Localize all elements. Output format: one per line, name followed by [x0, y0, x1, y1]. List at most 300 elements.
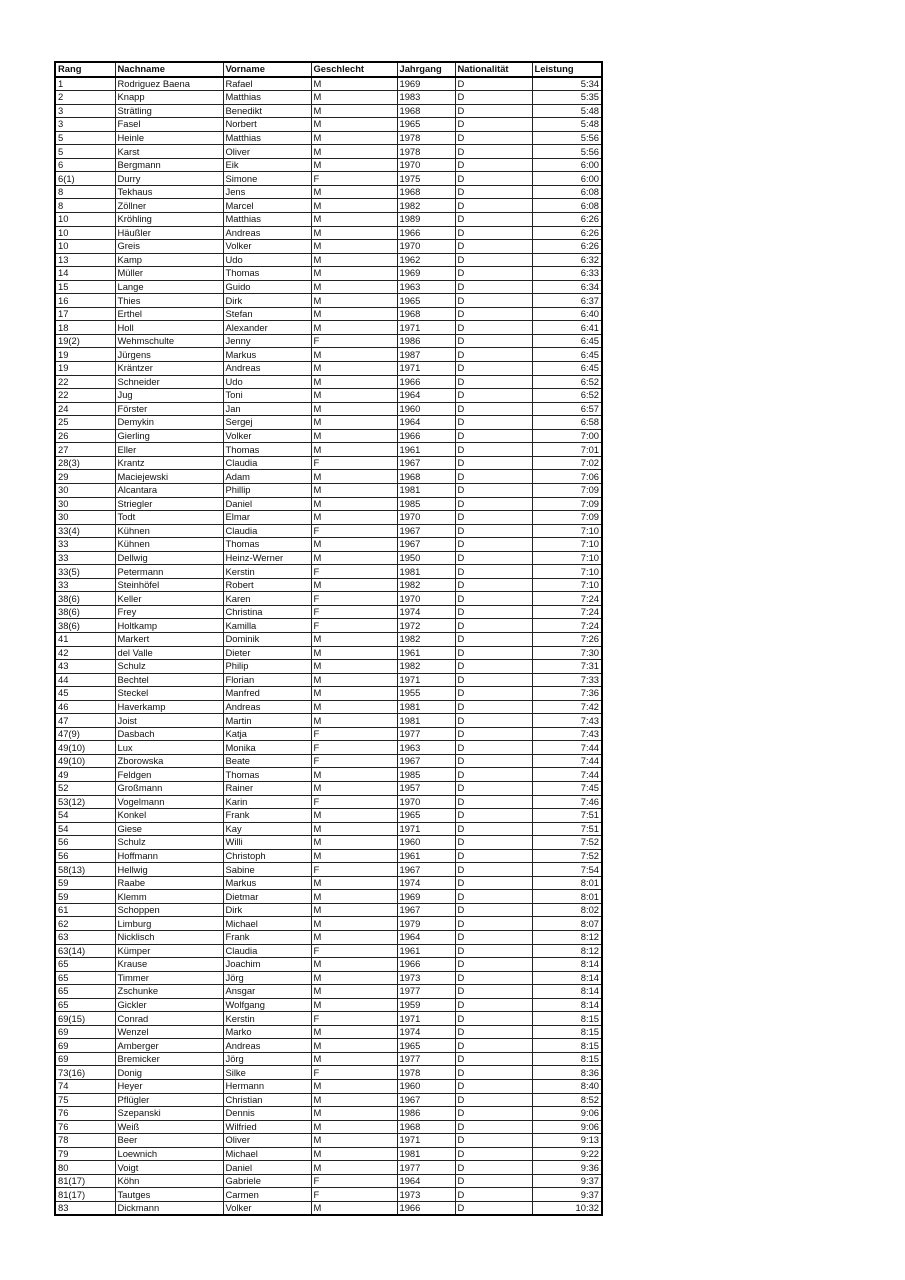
cell-nationalitaet: D — [455, 497, 532, 511]
cell-vorname: Guido — [223, 280, 311, 294]
table-row — [55, 551, 602, 565]
cell-nachname: Köhn — [115, 1174, 223, 1188]
cell-jahrgang: 1968 — [397, 307, 455, 321]
table-header — [55, 62, 602, 77]
cell-nachname: Dasbach — [115, 727, 223, 741]
cell-nationalitaet: D — [455, 727, 532, 741]
cell-vorname: Jörg — [223, 1052, 311, 1066]
cell-nationalitaet: D — [455, 809, 532, 823]
cell-leistung: 8:14 — [532, 998, 602, 1012]
cell-leistung: 7:10 — [532, 578, 602, 592]
cell-geschlecht: F — [311, 1066, 397, 1080]
cell-nationalitaet: D — [455, 876, 532, 890]
cell-jahrgang: 1981 — [397, 565, 455, 579]
cell-vorname: Sergej — [223, 416, 311, 430]
cell-leistung: 7:10 — [532, 565, 602, 579]
cell-geschlecht: M — [311, 822, 397, 836]
cell-nachname: Donig — [115, 1066, 223, 1080]
cell-geschlecht: M — [311, 402, 397, 416]
cell-vorname: Daniel — [223, 1161, 311, 1175]
cell-jahrgang: 1969 — [397, 267, 455, 281]
cell-rang: 69 — [55, 1025, 115, 1039]
cell-nachname: Holl — [115, 321, 223, 335]
cell-rang: 38(6) — [55, 592, 115, 606]
cell-geschlecht: M — [311, 917, 397, 931]
cell-vorname: Robert — [223, 578, 311, 592]
header-geschlecht: Geschlecht — [311, 62, 397, 77]
cell-geschlecht: F — [311, 863, 397, 877]
table-row — [55, 971, 602, 985]
cell-leistung: 8:52 — [532, 1093, 602, 1107]
cell-leistung: 8:14 — [532, 985, 602, 999]
table-row — [55, 768, 602, 782]
cell-jahrgang: 1983 — [397, 91, 455, 105]
cell-jahrgang: 1965 — [397, 809, 455, 823]
cell-jahrgang: 1987 — [397, 348, 455, 362]
cell-leistung: 6:33 — [532, 267, 602, 281]
cell-nachname: Krause — [115, 958, 223, 972]
cell-nationalitaet: D — [455, 714, 532, 728]
cell-jahrgang: 1960 — [397, 836, 455, 850]
cell-vorname: Ansgar — [223, 985, 311, 999]
cell-jahrgang: 1989 — [397, 213, 455, 227]
cell-jahrgang: 1986 — [397, 1107, 455, 1121]
cell-nationalitaet: D — [455, 307, 532, 321]
cell-rang: 6(1) — [55, 172, 115, 186]
header-nationalitaet: Nationalität — [455, 62, 532, 77]
cell-geschlecht: M — [311, 226, 397, 240]
cell-nachname: Jug — [115, 389, 223, 403]
cell-leistung: 8:01 — [532, 876, 602, 890]
cell-jahrgang: 1960 — [397, 402, 455, 416]
cell-leistung: 7:00 — [532, 429, 602, 443]
cell-nationalitaet: D — [455, 795, 532, 809]
cell-nachname: Szepanski — [115, 1107, 223, 1121]
cell-rang: 59 — [55, 876, 115, 890]
cell-nationalitaet: D — [455, 646, 532, 660]
cell-leistung: 6:08 — [532, 199, 602, 213]
cell-jahrgang: 1960 — [397, 1080, 455, 1094]
cell-nachname: Demykin — [115, 416, 223, 430]
cell-jahrgang: 1971 — [397, 321, 455, 335]
cell-leistung: 7:51 — [532, 822, 602, 836]
cell-nachname: Krantz — [115, 456, 223, 470]
table-body — [55, 77, 602, 1216]
cell-jahrgang: 1971 — [397, 1012, 455, 1026]
table-row — [55, 660, 602, 674]
table-row — [55, 483, 602, 497]
cell-vorname: Claudia — [223, 944, 311, 958]
cell-nachname: Voigt — [115, 1161, 223, 1175]
cell-nationalitaet: D — [455, 592, 532, 606]
table-row — [55, 700, 602, 714]
cell-leistung: 7:43 — [532, 714, 602, 728]
cell-vorname: Michael — [223, 1147, 311, 1161]
cell-rang: 45 — [55, 687, 115, 701]
cell-leistung: 6:34 — [532, 280, 602, 294]
table-row — [55, 1080, 602, 1094]
cell-geschlecht: F — [311, 592, 397, 606]
table-row — [55, 226, 602, 240]
table-row — [55, 456, 602, 470]
table-row — [55, 673, 602, 687]
cell-leistung: 7:06 — [532, 470, 602, 484]
table-row — [55, 605, 602, 619]
cell-rang: 83 — [55, 1201, 115, 1215]
cell-leistung: 6:26 — [532, 240, 602, 254]
cell-nachname: Haverkamp — [115, 700, 223, 714]
cell-jahrgang: 1973 — [397, 971, 455, 985]
cell-nationalitaet: D — [455, 836, 532, 850]
cell-nachname: Lux — [115, 741, 223, 755]
cell-nachname: Raabe — [115, 876, 223, 890]
cell-geschlecht: M — [311, 511, 397, 525]
cell-jahrgang: 1963 — [397, 280, 455, 294]
cell-jahrgang: 1957 — [397, 781, 455, 795]
cell-nationalitaet: D — [455, 443, 532, 457]
cell-rang: 69 — [55, 1052, 115, 1066]
cell-geschlecht: M — [311, 1134, 397, 1148]
cell-jahrgang: 1977 — [397, 985, 455, 999]
cell-geschlecht: F — [311, 456, 397, 470]
cell-nachname: Kräntzer — [115, 362, 223, 376]
cell-nationalitaet: D — [455, 849, 532, 863]
cell-nationalitaet: D — [455, 416, 532, 430]
cell-vorname: Matthias — [223, 131, 311, 145]
cell-geschlecht: F — [311, 727, 397, 741]
table-row — [55, 389, 602, 403]
cell-vorname: Jörg — [223, 971, 311, 985]
cell-jahrgang: 1985 — [397, 768, 455, 782]
table-row — [55, 795, 602, 809]
cell-nationalitaet: D — [455, 822, 532, 836]
cell-geschlecht: M — [311, 1052, 397, 1066]
cell-rang: 1 — [55, 77, 115, 91]
cell-vorname: Markus — [223, 348, 311, 362]
cell-nachname: Kamp — [115, 253, 223, 267]
cell-vorname: Phillip — [223, 483, 311, 497]
cell-geschlecht: M — [311, 836, 397, 850]
cell-jahrgang: 1977 — [397, 727, 455, 741]
header-jahrgang: Jahrgang — [397, 62, 455, 77]
cell-jahrgang: 1961 — [397, 849, 455, 863]
cell-geschlecht: M — [311, 240, 397, 254]
cell-vorname: Beate — [223, 754, 311, 768]
table-row — [55, 836, 602, 850]
cell-nationalitaet: D — [455, 226, 532, 240]
cell-vorname: Frank — [223, 809, 311, 823]
cell-rang: 10 — [55, 213, 115, 227]
cell-jahrgang: 1962 — [397, 253, 455, 267]
cell-vorname: Michael — [223, 917, 311, 931]
cell-vorname: Kerstin — [223, 565, 311, 579]
cell-nationalitaet: D — [455, 172, 532, 186]
table-row — [55, 1120, 602, 1134]
cell-nationalitaet: D — [455, 944, 532, 958]
cell-leistung: 6:08 — [532, 185, 602, 199]
table-row — [55, 429, 602, 443]
cell-jahrgang: 1967 — [397, 863, 455, 877]
cell-nationalitaet: D — [455, 660, 532, 674]
cell-leistung: 7:46 — [532, 795, 602, 809]
cell-vorname: Simone — [223, 172, 311, 186]
cell-vorname: Matthias — [223, 213, 311, 227]
table-row — [55, 781, 602, 795]
cell-vorname: Heinz-Werner — [223, 551, 311, 565]
cell-geschlecht: M — [311, 1107, 397, 1121]
cell-nachname: Keller — [115, 592, 223, 606]
cell-rang: 62 — [55, 917, 115, 931]
header-rang: Rang — [55, 62, 115, 77]
cell-nationalitaet: D — [455, 104, 532, 118]
cell-nachname: Bremicker — [115, 1052, 223, 1066]
table-row — [55, 1025, 602, 1039]
table-row — [55, 145, 602, 159]
cell-geschlecht: M — [311, 971, 397, 985]
cell-nationalitaet: D — [455, 578, 532, 592]
cell-nationalitaet: D — [455, 619, 532, 633]
cell-jahrgang: 1972 — [397, 619, 455, 633]
cell-geschlecht: M — [311, 77, 397, 91]
cell-vorname: Udo — [223, 253, 311, 267]
table-row — [55, 1066, 602, 1080]
cell-geschlecht: M — [311, 483, 397, 497]
cell-leistung: 9:37 — [532, 1188, 602, 1202]
cell-nationalitaet: D — [455, 240, 532, 254]
cell-geschlecht: M — [311, 998, 397, 1012]
table-row — [55, 1012, 602, 1026]
cell-vorname: Wolfgang — [223, 998, 311, 1012]
cell-nachname: Zöllner — [115, 199, 223, 213]
cell-leistung: 7:44 — [532, 741, 602, 755]
cell-geschlecht: M — [311, 416, 397, 430]
cell-vorname: Thomas — [223, 267, 311, 281]
table-row — [55, 199, 602, 213]
cell-leistung: 5:56 — [532, 131, 602, 145]
cell-rang: 79 — [55, 1147, 115, 1161]
cell-jahrgang: 1982 — [397, 578, 455, 592]
cell-geschlecht: M — [311, 199, 397, 213]
cell-nationalitaet: D — [455, 321, 532, 335]
table-row — [55, 131, 602, 145]
cell-jahrgang: 1965 — [397, 294, 455, 308]
cell-rang: 65 — [55, 998, 115, 1012]
cell-nachname: Schoppen — [115, 903, 223, 917]
cell-rang: 74 — [55, 1080, 115, 1094]
cell-leistung: 6:26 — [532, 226, 602, 240]
cell-jahrgang: 1964 — [397, 931, 455, 945]
table-row — [55, 565, 602, 579]
cell-geschlecht: F — [311, 1174, 397, 1188]
cell-geschlecht: M — [311, 294, 397, 308]
cell-nationalitaet: D — [455, 294, 532, 308]
cell-rang: 33(5) — [55, 565, 115, 579]
table-row — [55, 727, 602, 741]
cell-nachname: del Valle — [115, 646, 223, 660]
cell-jahrgang: 1968 — [397, 185, 455, 199]
cell-rang: 69 — [55, 1039, 115, 1053]
cell-vorname: Claudia — [223, 524, 311, 538]
cell-vorname: Dominik — [223, 632, 311, 646]
cell-rang: 17 — [55, 307, 115, 321]
cell-nachname: Fasel — [115, 118, 223, 132]
cell-nachname: Todt — [115, 511, 223, 525]
cell-jahrgang: 1979 — [397, 917, 455, 931]
cell-vorname: Kamilla — [223, 619, 311, 633]
cell-nachname: Häußler — [115, 226, 223, 240]
cell-leistung: 7:26 — [532, 632, 602, 646]
cell-leistung: 9:13 — [532, 1134, 602, 1148]
table-row — [55, 578, 602, 592]
cell-nachname: Gickler — [115, 998, 223, 1012]
cell-nationalitaet: D — [455, 741, 532, 755]
table-row — [55, 172, 602, 186]
cell-vorname: Christian — [223, 1093, 311, 1107]
cell-geschlecht: M — [311, 849, 397, 863]
cell-geschlecht: F — [311, 334, 397, 348]
cell-nachname: Konkel — [115, 809, 223, 823]
table-row — [55, 1093, 602, 1107]
cell-nachname: Feldgen — [115, 768, 223, 782]
table-row — [55, 646, 602, 660]
cell-nationalitaet: D — [455, 131, 532, 145]
cell-jahrgang: 1955 — [397, 687, 455, 701]
cell-nachname: Alcantara — [115, 483, 223, 497]
table-row — [55, 890, 602, 904]
cell-rang: 27 — [55, 443, 115, 457]
table-row — [55, 77, 602, 91]
cell-nationalitaet: D — [455, 998, 532, 1012]
cell-leistung: 6:52 — [532, 375, 602, 389]
cell-jahrgang: 1978 — [397, 145, 455, 159]
cell-vorname: Christoph — [223, 849, 311, 863]
cell-leistung: 7:31 — [532, 660, 602, 674]
cell-jahrgang: 1977 — [397, 1052, 455, 1066]
cell-nationalitaet: D — [455, 1066, 532, 1080]
cell-rang: 49(10) — [55, 754, 115, 768]
cell-geschlecht: M — [311, 348, 397, 362]
cell-nachname: Vogelmann — [115, 795, 223, 809]
cell-jahrgang: 1961 — [397, 443, 455, 457]
table-row — [55, 632, 602, 646]
cell-nationalitaet: D — [455, 958, 532, 972]
cell-nachname: Knapp — [115, 91, 223, 105]
cell-vorname: Dieter — [223, 646, 311, 660]
table-row — [55, 321, 602, 335]
cell-vorname: Elmar — [223, 511, 311, 525]
cell-geschlecht: F — [311, 1012, 397, 1026]
cell-rang: 30 — [55, 483, 115, 497]
cell-leistung: 6:37 — [532, 294, 602, 308]
cell-vorname: Manfred — [223, 687, 311, 701]
cell-vorname: Jan — [223, 402, 311, 416]
cell-nationalitaet: D — [455, 673, 532, 687]
cell-vorname: Karin — [223, 795, 311, 809]
cell-nachname: Striegler — [115, 497, 223, 511]
cell-rang: 54 — [55, 809, 115, 823]
cell-leistung: 9:22 — [532, 1147, 602, 1161]
cell-nationalitaet: D — [455, 538, 532, 552]
cell-rang: 33 — [55, 538, 115, 552]
cell-vorname: Monika — [223, 741, 311, 755]
cell-rang: 22 — [55, 389, 115, 403]
cell-geschlecht: M — [311, 470, 397, 484]
cell-vorname: Udo — [223, 375, 311, 389]
cell-nationalitaet: D — [455, 470, 532, 484]
table-row — [55, 863, 602, 877]
cell-nationalitaet: D — [455, 931, 532, 945]
cell-rang: 5 — [55, 131, 115, 145]
cell-leistung: 7:36 — [532, 687, 602, 701]
cell-geschlecht: M — [311, 185, 397, 199]
table-row — [55, 91, 602, 105]
cell-nachname: Thies — [115, 294, 223, 308]
cell-jahrgang: 1977 — [397, 1161, 455, 1175]
cell-geschlecht: M — [311, 714, 397, 728]
cell-rang: 3 — [55, 104, 115, 118]
cell-jahrgang: 1965 — [397, 118, 455, 132]
cell-geschlecht: M — [311, 253, 397, 267]
table-row — [55, 931, 602, 945]
cell-rang: 8 — [55, 185, 115, 199]
cell-jahrgang: 1981 — [397, 483, 455, 497]
cell-nationalitaet: D — [455, 375, 532, 389]
cell-rang: 59 — [55, 890, 115, 904]
cell-nationalitaet: D — [455, 1174, 532, 1188]
cell-geschlecht: M — [311, 781, 397, 795]
cell-nachname: Förster — [115, 402, 223, 416]
table-row — [55, 348, 602, 362]
table-row — [55, 958, 602, 972]
cell-vorname: Andreas — [223, 226, 311, 240]
table-row — [55, 903, 602, 917]
cell-nationalitaet: D — [455, 1134, 532, 1148]
cell-jahrgang: 1968 — [397, 1120, 455, 1134]
cell-geschlecht: M — [311, 145, 397, 159]
cell-leistung: 8:12 — [532, 944, 602, 958]
cell-nationalitaet: D — [455, 1039, 532, 1053]
cell-geschlecht: M — [311, 131, 397, 145]
table-row — [55, 267, 602, 281]
cell-jahrgang: 1967 — [397, 456, 455, 470]
table-row — [55, 1161, 602, 1175]
cell-jahrgang: 1967 — [397, 1093, 455, 1107]
cell-rang: 38(6) — [55, 619, 115, 633]
cell-vorname: Thomas — [223, 443, 311, 457]
table-row — [55, 809, 602, 823]
cell-rang: 15 — [55, 280, 115, 294]
cell-jahrgang: 1967 — [397, 538, 455, 552]
cell-nachname: Heyer — [115, 1080, 223, 1094]
cell-leistung: 7:09 — [532, 497, 602, 511]
cell-vorname: Toni — [223, 389, 311, 403]
cell-leistung: 9:36 — [532, 1161, 602, 1175]
cell-leistung: 7:44 — [532, 754, 602, 768]
cell-rang: 41 — [55, 632, 115, 646]
cell-nachname: Eller — [115, 443, 223, 457]
table-row — [55, 754, 602, 768]
cell-leistung: 7:24 — [532, 619, 602, 633]
cell-nationalitaet: D — [455, 1120, 532, 1134]
results-table — [54, 61, 603, 1216]
cell-jahrgang: 1966 — [397, 226, 455, 240]
cell-rang: 49(10) — [55, 741, 115, 755]
cell-vorname: Thomas — [223, 768, 311, 782]
cell-geschlecht: F — [311, 754, 397, 768]
cell-jahrgang: 1966 — [397, 958, 455, 972]
header-leistung: Leistung — [532, 62, 602, 77]
cell-leistung: 5:35 — [532, 91, 602, 105]
